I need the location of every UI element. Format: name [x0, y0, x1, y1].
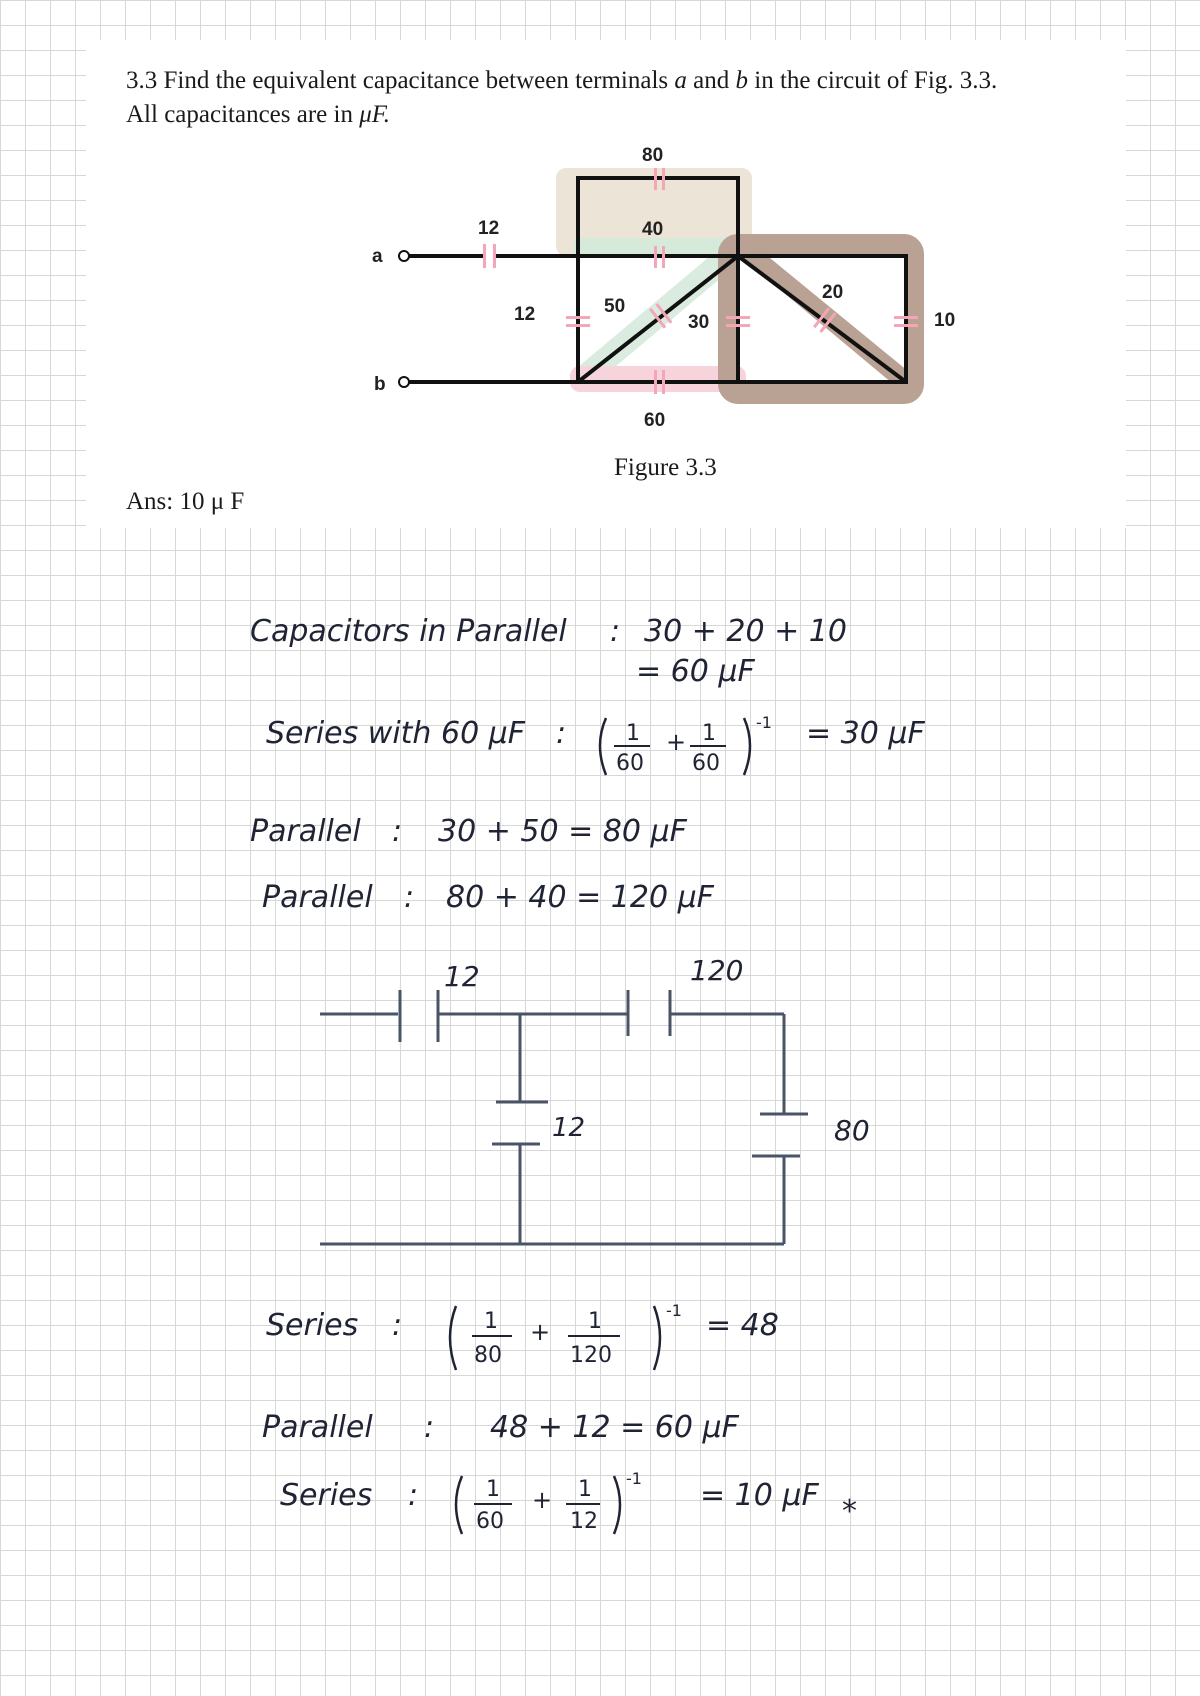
- terminal-a-label: a: [372, 246, 383, 267]
- cap-30-vert: [726, 316, 750, 319]
- cap-80-label: 80: [642, 145, 664, 166]
- sketch-label-80: 80: [834, 1114, 870, 1147]
- statement-text: 3.3 Find the equivalent capacitance between terminals: [126, 67, 675, 94]
- step7-den-b: 12: [570, 1509, 598, 1534]
- cap-60-b: [662, 370, 665, 394]
- cap-30-vert-b: [726, 324, 750, 327]
- step5-exp: -1: [666, 1301, 682, 1320]
- final-mark: *: [842, 1494, 857, 1529]
- cap-80: [654, 168, 657, 190]
- step3-sep: :: [392, 814, 403, 849]
- step5-num-b: 1: [588, 1309, 602, 1334]
- step4-sep: :: [404, 880, 415, 915]
- step1-sep: :: [610, 614, 621, 649]
- step7-num-b: 1: [578, 1477, 592, 1502]
- step7-exp: -1: [626, 1469, 642, 1488]
- cap-60-label: 60: [644, 410, 666, 431]
- cap-12-top: [483, 244, 486, 268]
- statement-line2: All capacitances are in: [126, 101, 360, 128]
- sketch-label-12: 12: [444, 960, 480, 993]
- sketch-label-12-b: 12: [552, 1113, 586, 1143]
- cap-10: [894, 316, 918, 319]
- step7-plus: +: [532, 1486, 553, 1514]
- cap-30-label: 30: [688, 312, 710, 333]
- cap-60: [654, 370, 657, 394]
- statement-text-end: in the circuit of Fig. 3.3.: [748, 67, 998, 94]
- cap-12-left: [566, 316, 590, 319]
- cap-12-left-label: 12: [514, 304, 536, 325]
- step2-num-a: 1: [626, 721, 640, 746]
- step2-den-a: 60: [616, 751, 644, 776]
- cap-10-b: [894, 324, 918, 327]
- cap-40-label: 40: [642, 219, 664, 240]
- step5-plus: +: [530, 1318, 551, 1346]
- cap-20-label: 20: [822, 282, 844, 303]
- unit-text: μF.: [359, 101, 391, 128]
- statement-and: and: [686, 67, 736, 94]
- step7-sep: :: [408, 1478, 419, 1513]
- step5-num-a: 1: [484, 1309, 498, 1334]
- terminal-b-ref: b: [735, 67, 749, 94]
- step5-sep: :: [392, 1308, 403, 1343]
- step7-den-a: 60: [476, 1509, 504, 1534]
- step5-den-b: 120: [570, 1343, 612, 1368]
- cap-80-b: [662, 168, 665, 190]
- step6-expr: 48 + 12 = 60 μF: [490, 1410, 739, 1445]
- step5-den-a: 80: [474, 1343, 502, 1368]
- figure-caption: Figure 3.3: [614, 454, 717, 481]
- cap-12-top-label: 12: [478, 218, 500, 239]
- step4-expr: 80 + 40 = 120 μF: [446, 880, 714, 915]
- cap-40: [654, 246, 657, 268]
- step2-result: = 30 μF: [806, 716, 925, 751]
- cap-12-top-b: [493, 244, 496, 268]
- step2-label: Series with 60 μF: [266, 716, 526, 751]
- step2-num-b: 1: [702, 721, 716, 746]
- cap-40-b: [662, 246, 665, 268]
- step5-label: Series: [266, 1308, 359, 1343]
- step4-label: Parallel: [262, 880, 373, 915]
- step5-result: = 48: [706, 1308, 779, 1343]
- cap-50-label: 50: [604, 296, 626, 317]
- answer: Ans: 10 μ F: [126, 488, 245, 515]
- step2-exp: -1: [756, 713, 772, 732]
- step1-expr: 30 + 20 + 10: [644, 614, 847, 649]
- terminal-b-label: b: [374, 374, 386, 395]
- step2-sep: :: [556, 716, 567, 751]
- step7-label: Series: [280, 1478, 373, 1513]
- step6-sep: :: [424, 1410, 435, 1445]
- step1-label: Capacitors in Parallel: [250, 614, 567, 649]
- cap-12-left-b: [566, 324, 590, 327]
- step1-result: = 60 μF: [636, 654, 755, 689]
- step6-label: Parallel: [262, 1410, 373, 1445]
- step2-den-b: 60: [692, 751, 720, 776]
- terminal-b: [399, 377, 409, 387]
- terminal-a-ref: a: [674, 67, 687, 94]
- step3-label: Parallel: [250, 814, 361, 849]
- step7-result: = 10 μF: [700, 1478, 819, 1513]
- terminal-a: [399, 251, 409, 261]
- step2-plus: +: [666, 728, 687, 756]
- cap-10-label: 10: [934, 310, 956, 331]
- sketch-label-120: 120: [690, 954, 744, 987]
- step7-num-a: 1: [486, 1477, 500, 1502]
- step3-expr: 30 + 50 = 80 μF: [438, 814, 687, 849]
